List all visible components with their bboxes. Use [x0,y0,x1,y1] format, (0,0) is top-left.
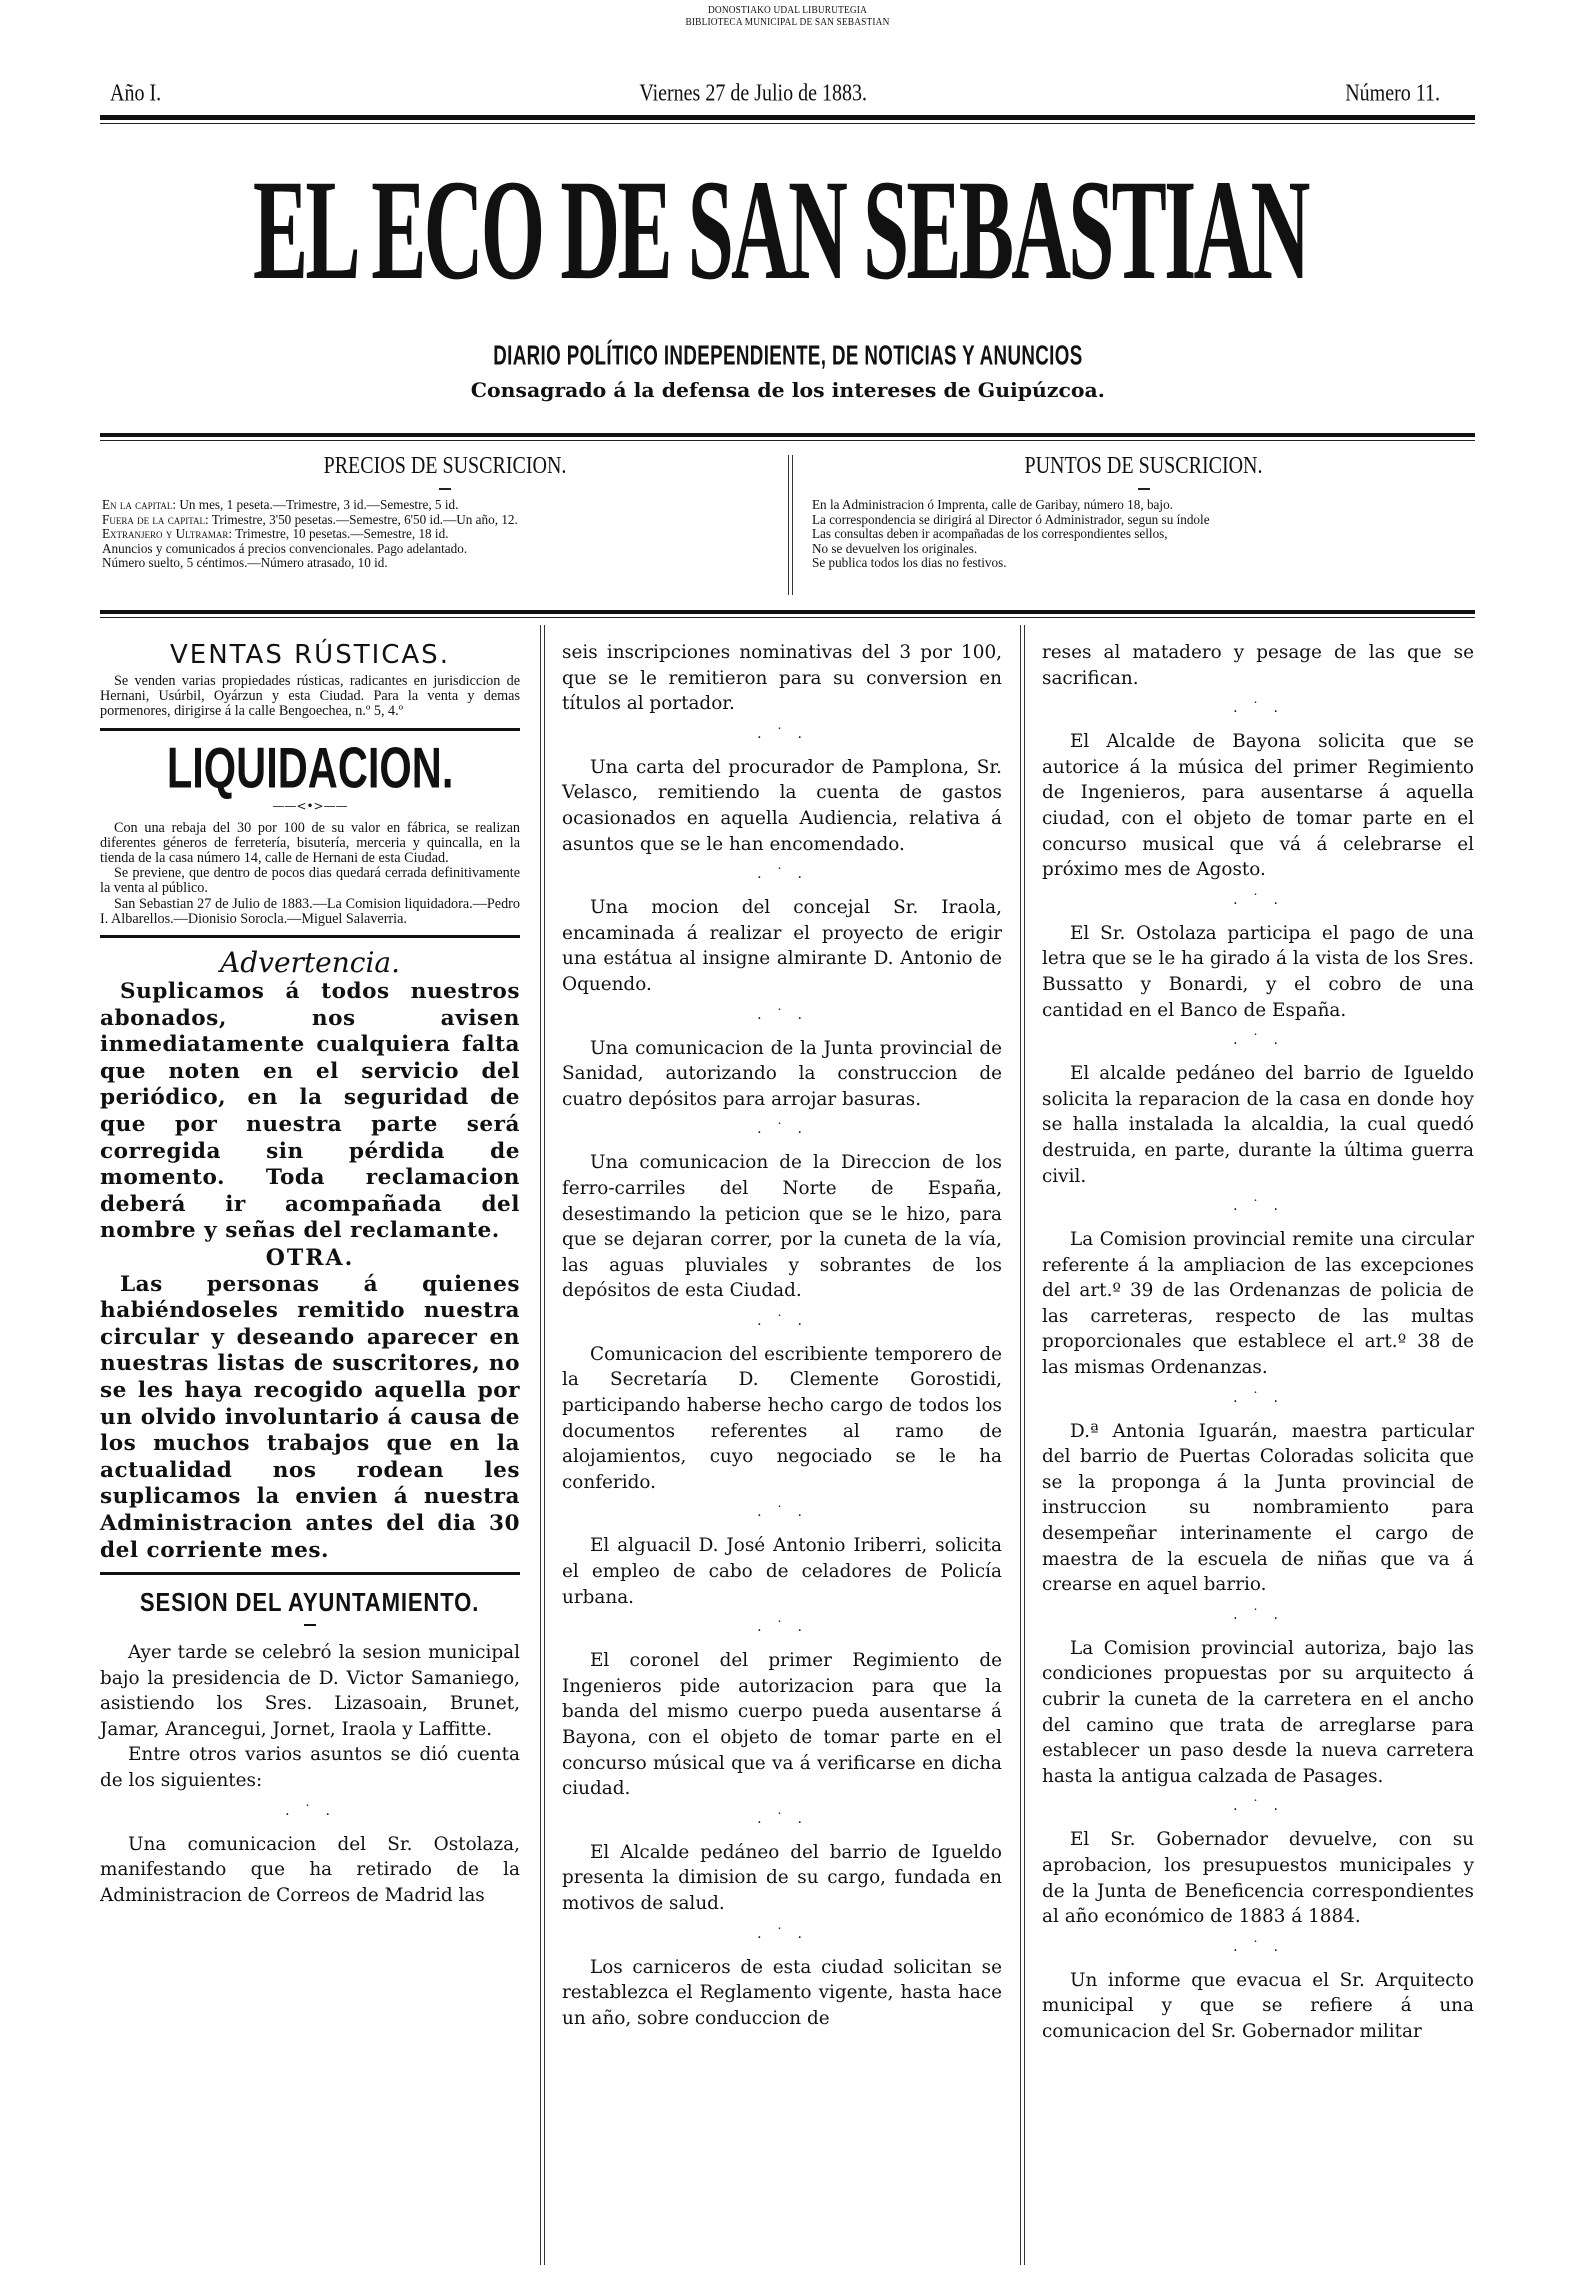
newspaper-title: EL ECO DE SAN SEBASTIAN [252,149,1308,310]
liquidacion-paragraph: San Sebastian 27 de Julio de 1883.—La Comision liquidadora.—Pedro I. Albarellos.—Dionisio Sorocla.—Miguel Salaverria. [100,895,520,927]
liquidacion-paragraph: Se previene, que dentro de pocos dias quedará cerrada definitivamente la venta al público. [100,865,520,897]
masthead-rule-thin [100,440,1475,441]
ventas-body: Se venden varias propiedades rústicas, radicantes en jurisdiccion de Hernani, Usúrbil, Oyárzun y esta Ciudad. Para la venta y demas pormenores, dirigirse á la calle Bengoechea, n.º 5, 4.º [100,673,520,720]
asterism-separator: . ˙ . [757,866,807,883]
asterism-separator: . ˙ . [1233,1938,1283,1955]
item-paragraph: seis inscripciones nominativas del 3 por 100, que se le remitieron para su conversion en títulos al portador. [562,642,1002,715]
archive-line-basque: DONOSTIAKO UDAL LIBURUTEGIA [707,4,868,16]
item-paragraph: El coronel del primer Regimiento de Ingenieros pide autorizacion para que la banda del mismo cuerpo pueda ausentarse á Bayona, con el objeto de tomar parte en el concurso músical que va á verificarse en dicha ciudad. [562,1650,1002,1800]
asterism-separator: . ˙ . [757,1121,807,1138]
subtitle-text: DIARIO POLÍTICO INDEPENDIENTE, DE NOTICIAS Y ANUNCIOS [492,340,1083,372]
price-line: Extranjero y Ultramar: Trimestre, 10 pesetas.—Semestre, 18 id. [102,526,449,542]
item-paragraph: El alcalde pedáneo del barrio de Igueldo solicita la reparacion de la casa en donde hoy se halla instalada la alcaldia, la cual quedó destruida, en parte, durante la última guerra civil. [1042,1063,1474,1187]
asterism-separator: . ˙ . [285,1802,335,1819]
section-rule [100,610,1475,614]
advertencia-title: Advertencia. [219,946,400,980]
column-divider-1 [540,625,541,2265]
title-dash [304,1624,316,1626]
asterism-separator: . ˙ . [1233,1032,1283,1049]
article-sesion [100,1587,520,1908]
section-divider [100,1572,520,1575]
issue-number: Número 11. [1345,80,1440,107]
article-paragraph: Una comunicacion del Sr. Ostolaza, manifestando que ha retirado de la Administracion de Correos de Madrid las [100,1833,520,1906]
column-divider-2b [1024,625,1025,2265]
subscription-box [100,452,1475,595]
points-dash [1138,488,1150,490]
archive-stamp [118,4,1457,28]
masthead-rule [100,433,1475,437]
year-label: Año I. [110,80,162,107]
asterism-separator: . ˙ . [1233,1606,1283,1623]
item-paragraph: reses al matadero y pesage de las que se sacrifican. [1042,642,1474,689]
points-title: PUNTOS DE SUSCRICION. [1024,452,1263,480]
asterism-separator: . ˙ . [1233,1389,1283,1406]
asterism-separator: . ˙ . [757,1312,807,1329]
prices-dash [439,488,451,490]
ad-divider [100,935,520,938]
asterism-separator: . ˙ . [757,1504,807,1521]
price-line: Fuera de la capital: Trimestre, 3'50 pesetas.—Semestre, 6'50 id.—Un año, 12. [102,511,518,527]
right-column [1042,640,1474,2045]
asterism-separator: . ˙ . [1233,700,1283,717]
item-paragraph: La Comision provincial autoriza, bajo las condiciones propuestas por su arquitecto á cubrir la cuneta de la carretera en el ancho del camino que trata de arreglarse para establecer un paso desde la nueva carretera hasta la antigua calzada de Pasages. [1042,1637,1474,1787]
ornament-icon: ——<•>—— [272,798,348,813]
sesion-title: SESION DEL AYUNTAMIENTO. [140,1587,480,1618]
asterism-separator: . ˙ . [1233,1198,1283,1215]
subtitle [0,342,1575,371]
masthead [80,149,1480,310]
item-paragraph: El Sr. Ostolaza participa el pago de una letra que se le ha girado á la vista de los Sres. Bussatto y Bonardi, y el cobro de una cantidad en el Banco de España. [1042,922,1474,1021]
item-paragraph: Una comunicacion de la Direccion de los ferro-carriles del Norte de España, desestimando la peticion que se le hizo, para que se dejaran correr, por la cuneta de la vía, las aguas pluviales y sobrantes de los depósitos de esta Ciudad. [562,1152,1002,1302]
item-paragraph: El Sr. Gobernador devuelve, con su aprobacion, los presupuestos municipales y de la Junta de Beneficencia correspondientes al año económico de 1883 á 1884. [1042,1829,1474,1928]
motto-text: Consagrado á la defensa de los intereses de Guipúzcoa. [470,378,1105,402]
archive-line-spanish: BIBLIOTECA MUNICIPAL DE SAN SEBASTIAN [685,16,890,28]
column-divider-1b [544,625,545,2265]
middle-column [562,640,1002,2031]
asterism-separator: . ˙ . [757,1810,807,1827]
ad-divider [100,728,520,731]
motto [0,378,1575,402]
item-paragraph: Un informe que evacua el Sr. Arquitecto municipal y que se refiere á una comunicacion del Sr. Gobernador militar [1042,1969,1474,2042]
points-section [812,452,1475,571]
top-rule [100,115,1475,120]
prices-section [100,452,790,571]
section-rule-thin [100,617,1475,618]
price-line: Número suelto, 5 céntimos.—Número atrasado, 10 id. [102,555,388,571]
asterism-separator: . ˙ . [757,1006,807,1023]
asterism-separator: . ˙ . [757,725,807,742]
dateline [110,80,1440,108]
point-line: No se devuelven los originales. [812,540,978,556]
prices-divider [788,455,789,595]
item-paragraph: Una carta del procurador de Pamplona, Sr. Velasco, remitiendo la cuenta de gastos ocasionados en aquella Audiencia, relativa á asuntos que se le han encomendado. [562,756,1002,855]
asterism-separator: . ˙ . [757,1925,807,1942]
item-paragraph: Una comunicacion de la Junta provincial de Sanidad, autorizando la construccion de cuatro depósitos para arrojar basuras. [562,1037,1002,1110]
article-paragraph: Ayer tarde se celebró la sesion municipal bajo la presidencia de D. Victor Samaniego, asistiendo los Sres. Lizasoain, Brunet, Jamar, Arancegui, Jornet, Iraola y Laffitte. [100,1642,520,1740]
prices-divider-2 [792,455,793,595]
liquidacion-title: LIQUIDACION. [166,736,454,801]
ventas-title: VENTAS RÚSTICAS. [170,640,450,670]
point-line: Se publica todos los dias no festivos. [812,555,1007,571]
column-divider-2 [1020,625,1021,2265]
left-column [100,640,520,1908]
otra-heading: OTRA. [265,1244,355,1271]
asterism-separator: . ˙ . [1233,1798,1283,1815]
item-paragraph: La Comision provincial remite una circular referente á la ampliacion de las excepciones del art.º 39 de las Ordenanzas de policia de las carreteras, respecto de las multas proporcionales que establece el art.º 38 de las mismas Ordenanzas. [1042,1229,1474,1379]
ad-liquidacion [100,736,520,927]
price-line: En la capital: Un mes, 1 peseta.—Trimestre, 3 id.—Semestre, 5 id. [102,497,459,512]
point-line: La correspondencia se dirigirá al Director ó Administrador, segun su índole [812,511,1210,527]
item-paragraph: El alguacil D. José Antonio Iriberri, solicita el empleo de cabo de celadores de Policía urbana. [562,1535,1002,1608]
point-line: Las consultas deben ir acompañadas de los correspondientes sellos, [812,526,1168,542]
asterism-separator: . ˙ . [1233,891,1283,908]
item-paragraph: Los carniceros de esta ciudad solicitan se restablezca el Reglamento vigente, hasta hace un año, sobre conduccion de [562,1956,1002,2029]
price-line: Anuncios y comunicados á precios convencionales. Pago adelantado. [102,540,468,556]
asterism-separator: . ˙ . [757,1619,807,1636]
item-paragraph: El Alcalde de Bayona solicita que se autorice á la música del primer Regimiento de Ingenieros, para ausentarse á aquella ciudad, con el objeto de tomar parte en el concurso musical que vá á celebrarse el próximo mes de Agosto. [1042,731,1474,881]
item-paragraph: D.ª Antonia Iguarán, maestra particular del barrio de Puertas Coloradas solicita que se la proponga á la Junta provincial de instruccion su nombramiento para desempeñar interinamente el cargo de maestra de la escuela de niñas que va á crearse en aquel barrio. [1042,1420,1474,1596]
otra-paragraph: Las personas á quienes habiéndoseles remitido nuestra circular y deseando aparecer en nuestras listas de suscritores, no se les haya recogido aquella por un olvido involuntario á causa de los muchos trabajos que en la actualidad nos rodean les suplicamos la envien á nuestra Administracion antes del dia 30 del corriente mes. [100,1271,520,1563]
point-line: En la Administracion ó Imprenta, calle de Garibay, número 18, bajo. [812,497,1173,512]
liquidacion-paragraph: Con una rebaja del 30 por 100 de su valor en fábrica, se realizan diferentes géneros de ferretería, bisutería, merceria y quincalla, en la tienda de la casa número 14, calle de Hernani de esta Ciudad. [100,819,520,867]
issue-date: Viernes 27 de Julio de 1883. [639,80,867,107]
prices-title: PRECIOS DE SUSCRICION. [323,452,567,480]
notice-advertencia [100,946,520,1564]
advertencia-paragraph: Suplicamos á todos nuestros abonados, nos avisen inmediatamente cualquiera falta que noten en el servicio del periódico, en la seguridad de que por nuestra parte será corregida sin pérdida de momento. Toda reclamacion deberá ir acompañada del nombre y señas del reclamante. [100,979,520,1244]
ad-ventas-rusticas [100,640,520,720]
top-rule-thin [100,123,1475,124]
item-paragraph: El Alcalde pedáneo del barrio de Igueldo presenta la dimision de su cargo, fundada en motivos de salud. [562,1841,1002,1914]
item-paragraph: Una mocion del concejal Sr. Iraola, encaminada á realizar el proyecto de erigir una estátua al insigne almirante D. Antonio de Oquendo. [562,897,1002,995]
item-paragraph: Comunicacion del escribiente temporero de la Secretaría D. Clemente Gorostidi, participando haberse hecho cargo de todos los documentos referentes al ramo de alojamientos, cuyo negociado se le ha conferido. [562,1343,1002,1493]
article-paragraph: Entre otros varios asuntos se dió cuenta de los siguientes: [100,1744,520,1792]
